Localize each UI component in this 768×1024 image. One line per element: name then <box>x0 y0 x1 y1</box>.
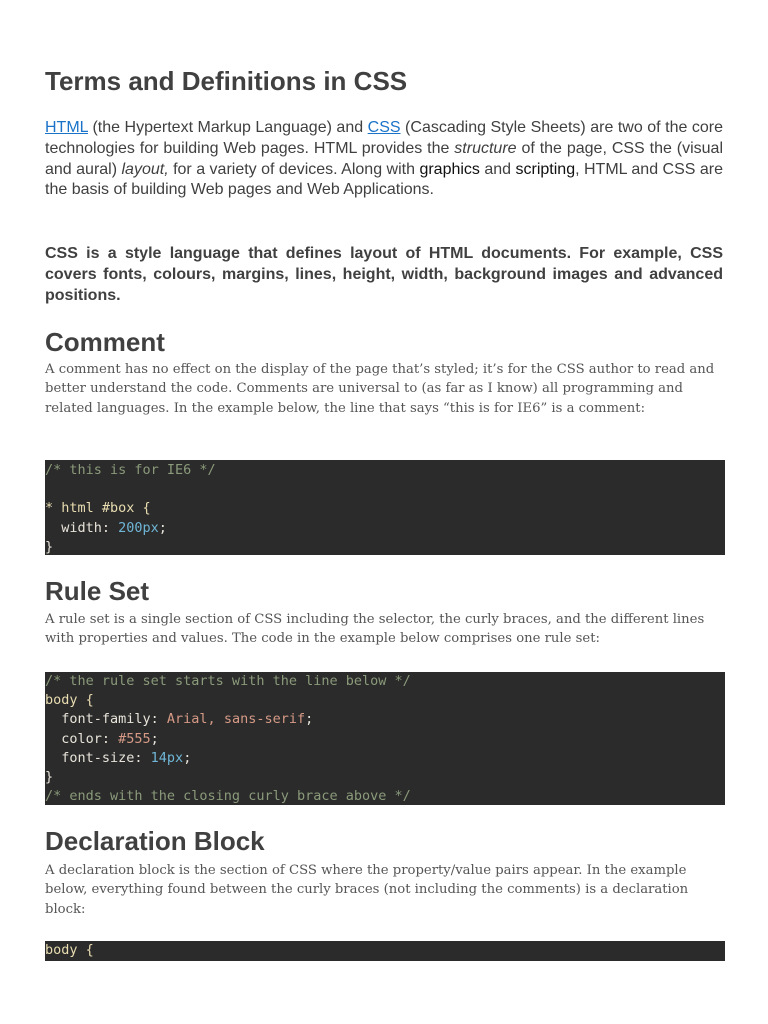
comment-heading: Comment <box>45 327 165 357</box>
code-semicolon: ; <box>183 749 192 766</box>
code-comment-line: /* this is for IE6 */ <box>45 462 216 478</box>
code-declaration-line <box>45 519 725 538</box>
comment-paragraph: A comment has no effect on the display of the page that’s styled; it’s for the CSS author to read and better understand the code. Comments are universal to (as far as I know) all programming and related languages. In the example below, the line that says “this is for IE6” is a comment: <box>45 362 715 416</box>
code-declaration-line <box>45 730 725 749</box>
comment-code-block <box>45 460 725 555</box>
css-link[interactable]: CSS <box>367 119 401 136</box>
code-value: 14px <box>150 749 184 766</box>
declaration-block-code-block <box>45 941 725 961</box>
intro-term-graphics: graphics <box>419 160 480 178</box>
code-declaration-line <box>45 710 725 729</box>
intro-text: (Cascading Style Sheets) are two of the core technologies for building Web pages. HTML provides the <box>45 119 724 157</box>
code-value: 200px <box>118 519 159 536</box>
rule-set-paragraph: A rule set is a single section of CSS including the selector, the curly braces, and the different lines with properties and values. The code in the example below comprises one rule set: <box>45 612 705 647</box>
intro-text: , HTML and CSS are the basis of building Web pages and Web Applications. <box>45 160 723 199</box>
code-comment-line: /* the rule set starts with the line below */ <box>45 673 411 689</box>
intro-text: and <box>479 160 516 178</box>
intro-text: (the Hypertext Markup Language) and <box>87 119 368 136</box>
rule-set-heading: Rule Set <box>45 576 150 606</box>
css-summary-paragraph: CSS is a style language that defines layout of HTML documents. For example, CSS covers fonts, colours, margins, lines, height, width, background images and advanced positions. <box>45 245 723 304</box>
code-semicolon: ; <box>158 519 167 536</box>
code-value: Arial, sans-serif <box>166 711 306 728</box>
page-title: Terms and Definitions in CSS <box>45 66 408 96</box>
code-semicolon: ; <box>305 711 314 728</box>
code-blank-line <box>45 480 725 499</box>
code-semicolon: ; <box>150 730 159 747</box>
html-link[interactable]: HTML <box>45 119 88 136</box>
code-closing-brace: } <box>45 768 54 785</box>
intro-emphasis-structure: structure <box>454 139 517 157</box>
code-property: width: <box>45 519 119 536</box>
code-selector-line: body { <box>45 692 94 709</box>
code-value: #555 <box>118 730 151 747</box>
rule-set-code-block <box>45 672 725 805</box>
declaration-block-heading: Declaration Block <box>45 826 265 856</box>
code-property: color: <box>45 730 119 747</box>
intro-text: for a variety of devices. Along with <box>168 160 420 178</box>
code-closing-brace: } <box>45 538 54 555</box>
intro-term-scripting: scripting <box>515 160 576 178</box>
intro-emphasis-layout: layout, <box>121 160 169 178</box>
code-declaration-line <box>45 749 725 768</box>
code-property: font-family: <box>45 711 167 728</box>
code-property: font-size: <box>45 749 151 766</box>
declaration-block-paragraph: A declaration block is the section of CSS where the property/value pairs appear. In the example below, everything found between the curly braces (not including the comments) is a declaration block: <box>45 863 689 917</box>
code-selector-line: body { <box>45 942 94 958</box>
intro-paragraph <box>45 118 723 201</box>
code-selector-line: * html #box { <box>45 500 151 517</box>
code-comment-line: /* ends with the closing curly brace above */ <box>45 788 411 805</box>
intro-text: of the page, CSS the (visual and aural) <box>45 139 724 178</box>
